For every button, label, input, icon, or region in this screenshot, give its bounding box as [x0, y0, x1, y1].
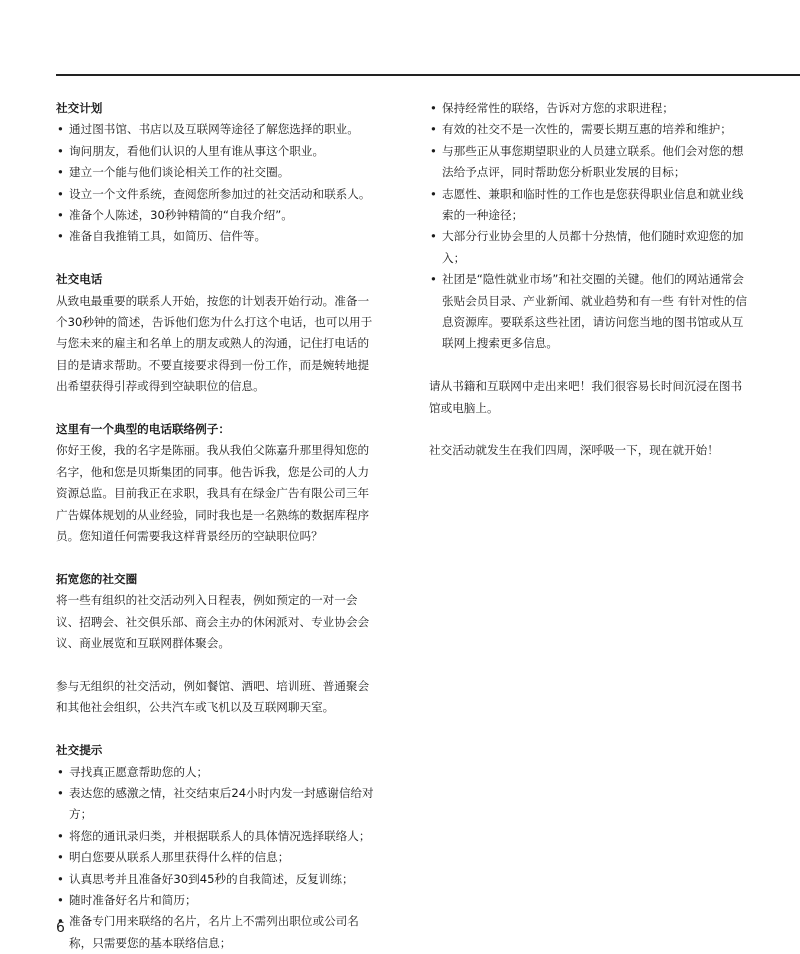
- expand-circle-text-2: 参与无组织的社交活动，例如餐馆、酒吧、培训班、普通聚会和其他社会组织，公共汽车或飞机以及互联网聊天室。: [56, 678, 370, 715]
- list-item: • 大部分行业协会里的人员都十分热情，他们随时欢迎您的加入；: [429, 226, 751, 269]
- list-item: • 表达您的感激之情，社交结束后24小时内发一封感谢信给对方；: [56, 783, 376, 826]
- call-example-text: 你好王俊，我的名字是陈丽。我从我伯父陈嘉升那里得知您的名字，他和您是贝斯集团的同事。他告诉我，您是公司的人力资源总监。目前我正在求职，我具有在绿金广告有限公司三年广告媒体规划的从业经验，同时我也是一名熟练的数据库程序员。您知道任何需要我这样背景经历的空缺职位吗？: [56, 443, 370, 544]
- heading-networking-plan: 社交计划: [56, 101, 103, 115]
- list-item: • 建立一个能与他们谈论相关工作的社交圈。: [56, 162, 376, 183]
- page-number: 6: [56, 920, 65, 936]
- right-column: [429, 98, 751, 462]
- networking-tips-list: [56, 762, 376, 954]
- networking-plan-list: [56, 119, 376, 247]
- section-networking-plan: [56, 98, 376, 248]
- list-item: • 设立一个文件系统，查阅您所参加过的社交活动和联系人。: [56, 184, 376, 205]
- expand-circle-text-1: 将一些有组织的社交活动列入日程表，例如预定的一对一会议、招聘会、社交俱乐部、商会主办的休闲派对、专业协会会议、商业展览和互联网群体聚会。: [56, 593, 370, 651]
- list-item: • 保持经常性的联络，告诉对方您的求职进程；: [429, 98, 751, 119]
- list-item: • 随时准备好名片和简历；: [56, 890, 376, 911]
- section-networking-call: [56, 269, 376, 397]
- heading-expand-circle: 拓宽您的社交圈: [56, 571, 138, 586]
- list-item: • 与那些正从事您期望职业的人员建立联系。他们会对您的想法给予点评，同时帮助您分析职业发展的目标；: [429, 141, 751, 184]
- closing-text-1: 请从书籍和互联网中走出来吧！我们很容易长时间沉浸在图书馆或电脑上。: [429, 379, 743, 415]
- list-item: • 认真思考并且准备好30到45秒的自我简述，反复训练；: [56, 869, 376, 890]
- section-expand-circle: [56, 569, 376, 719]
- list-item: • 寻找真正愿意帮助您的人；: [56, 762, 376, 783]
- list-item: • 准备专门用来联络的名片，名片上不需列出职位或公司名称，只需要您的基本联络信息；: [56, 911, 376, 954]
- list-item: • 将您的通讯录归类，并根据联系人的具体情况选择联络人；: [56, 826, 376, 847]
- top-rule: [56, 74, 800, 76]
- list-item: • 明白您要从联系人那里获得什么样的信息；: [56, 847, 376, 868]
- list-item: • 有效的社交不是一次性的，需要长期互惠的培养和维护；: [429, 119, 751, 140]
- list-item: • 询问朋友，看他们认识的人里有谁从事这个职业。: [56, 141, 376, 162]
- left-column: [56, 98, 376, 954]
- section-networking-tips: [56, 740, 376, 954]
- list-item: • 通过图书馆、书店以及互联网等途径了解您选择的职业。: [56, 119, 376, 140]
- list-item: • 志愿性、兼职和临时性的工作也是您获得职业信息和就业线索的一种途径；: [429, 184, 751, 227]
- list-item: • 准备自我推销工具，如简历、信件等。: [56, 226, 376, 247]
- networking-call-text: 从致电最重要的联系人开始，按您的计划表开始行动。准备一个30秒钟的简述，告诉他们您为什么打这个电话，也可以用于与您未来的雇主和名单上的朋友或熟人的沟通，记住打电话的目的是请求帮助。不要直接要求得到一份工作，而是婉转地提出希望获得引荐或得到空缺职位的信息。: [56, 293, 373, 394]
- tips-continued-list: [429, 98, 751, 355]
- list-item: • 准备个人陈述，30秒钟精简的“自我介绍”。: [56, 205, 376, 226]
- list-item: • 社团是“隐性就业市场”和社交圈的关键。他们的网站通常会张贴会员目录、产业新闻、就业趋势和有一些 有针对性的信息资源库。要联系这些社团，请访问您当地的图书馆或从互联网上搜索更多信息。: [429, 269, 751, 355]
- heading-networking-call: 社交电话: [56, 272, 103, 287]
- section-call-example: [56, 419, 376, 547]
- heading-call-example: 这里有一个典型的电话联络例子：: [56, 422, 230, 437]
- closing-text-2: 社交活动就发生在我们四周，深呼吸一下，现在就开始！: [429, 443, 719, 458]
- heading-networking-tips: 社交提示: [56, 743, 103, 758]
